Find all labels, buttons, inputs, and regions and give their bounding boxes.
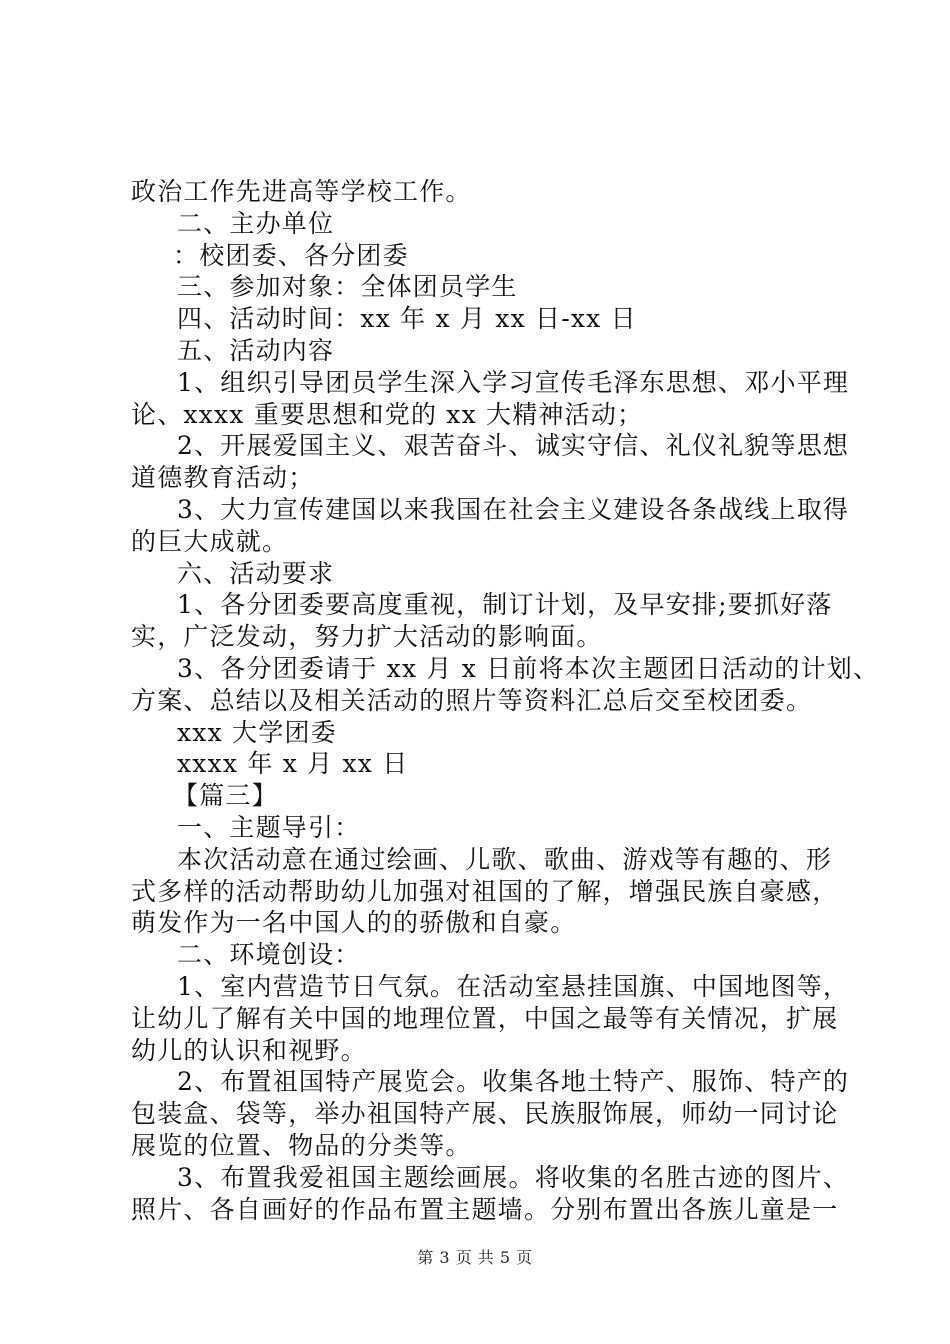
text-line: 【篇三】 — [173, 781, 278, 811]
text-line: 政治工作先进高等学校工作。 — [131, 177, 472, 206]
text-line: 一、主题导引： — [177, 812, 361, 842]
page-footer: 第 3 页 共 5 页 — [417, 1248, 533, 1267]
text-line: 式多样的活动帮助幼儿加强对祖国的了解，增强民族自豪感， — [131, 876, 839, 906]
text-line: 萌发作为一名中国人的的骄傲和自豪。 — [131, 908, 577, 938]
text-line: ：校团委、各分团委 — [173, 240, 409, 270]
text-line: 本次活动意在通过绘画、儿歌、歌曲、游戏等有趣的、形 — [177, 844, 833, 874]
text-line: 四、活动时间：xx 年 x 月 xx 日-xx 日 — [177, 304, 637, 334]
document-body — [131, 176, 880, 1225]
text-line: xxxx 年 x 月 xx 日 — [177, 749, 409, 779]
text-line: 方案、总结以及相关活动的照片等资料汇总后交至校团委。 — [131, 685, 813, 715]
text-line: 3、大力宣传建国以来我国在社会主义建设各条战线上取得 — [177, 494, 850, 524]
text-line: 实，广泛发动，努力扩大活动的影响面。 — [131, 622, 603, 652]
text-line: 3、各分团委请于 xx 月 x 日前将本次主题团日活动的计划、 — [177, 653, 880, 683]
text-line: 展览的位置、物品的分类等。 — [131, 1130, 472, 1160]
text-line: 论、xxxx 重要思想和党的 xx 大精神活动； — [131, 399, 644, 429]
text-line: 五、活动内容 — [177, 335, 335, 365]
text-line: 六、活动要求 — [177, 558, 335, 588]
text-line: 让幼儿了解有关中国的地理位置，中国之最等有关情况，扩展 — [131, 1003, 839, 1033]
text-line: 3、布置我爱祖国主题绘画展。将收集的名胜古迹的图片、 — [177, 1162, 850, 1192]
text-line: 照片、各自画好的作品布置主题墙。分别布置出各族儿童是一 — [131, 1194, 839, 1224]
text-line: 二、主办单位 — [177, 208, 335, 238]
text-line: 2、布置祖国特产展览会。收集各地土特产、服饰、特产的 — [177, 1067, 850, 1097]
text-line: 道德教育活动； — [131, 463, 315, 493]
text-line: 二、环境创设： — [177, 940, 361, 970]
text-line: xxx 大学团委 — [177, 717, 337, 747]
text-line: 1、各分团委要高度重视，制订计划，及早安排;要抓好落 — [177, 590, 833, 620]
text-line: 2、开展爱国主义、艰苦奋斗、诚实守信、礼仪礼貌等思想 — [177, 431, 850, 461]
text-line: 1、组织引导团员学生深入学习宣传毛泽东思想、邓小平理 — [177, 367, 850, 397]
text-line: 包装盒、袋等，举办祖国特产展、民族服饰展，师幼一同讨论 — [131, 1099, 839, 1129]
text-line: 三、参加对象：全体团员学生 — [177, 272, 518, 302]
text-line: 幼儿的认识和视野。 — [131, 1035, 367, 1065]
text-line: 1、室内营造节日气氛。在活动室悬挂国旗、中国地图等， — [177, 971, 850, 1001]
text-line: 的巨大成就。 — [131, 526, 289, 556]
